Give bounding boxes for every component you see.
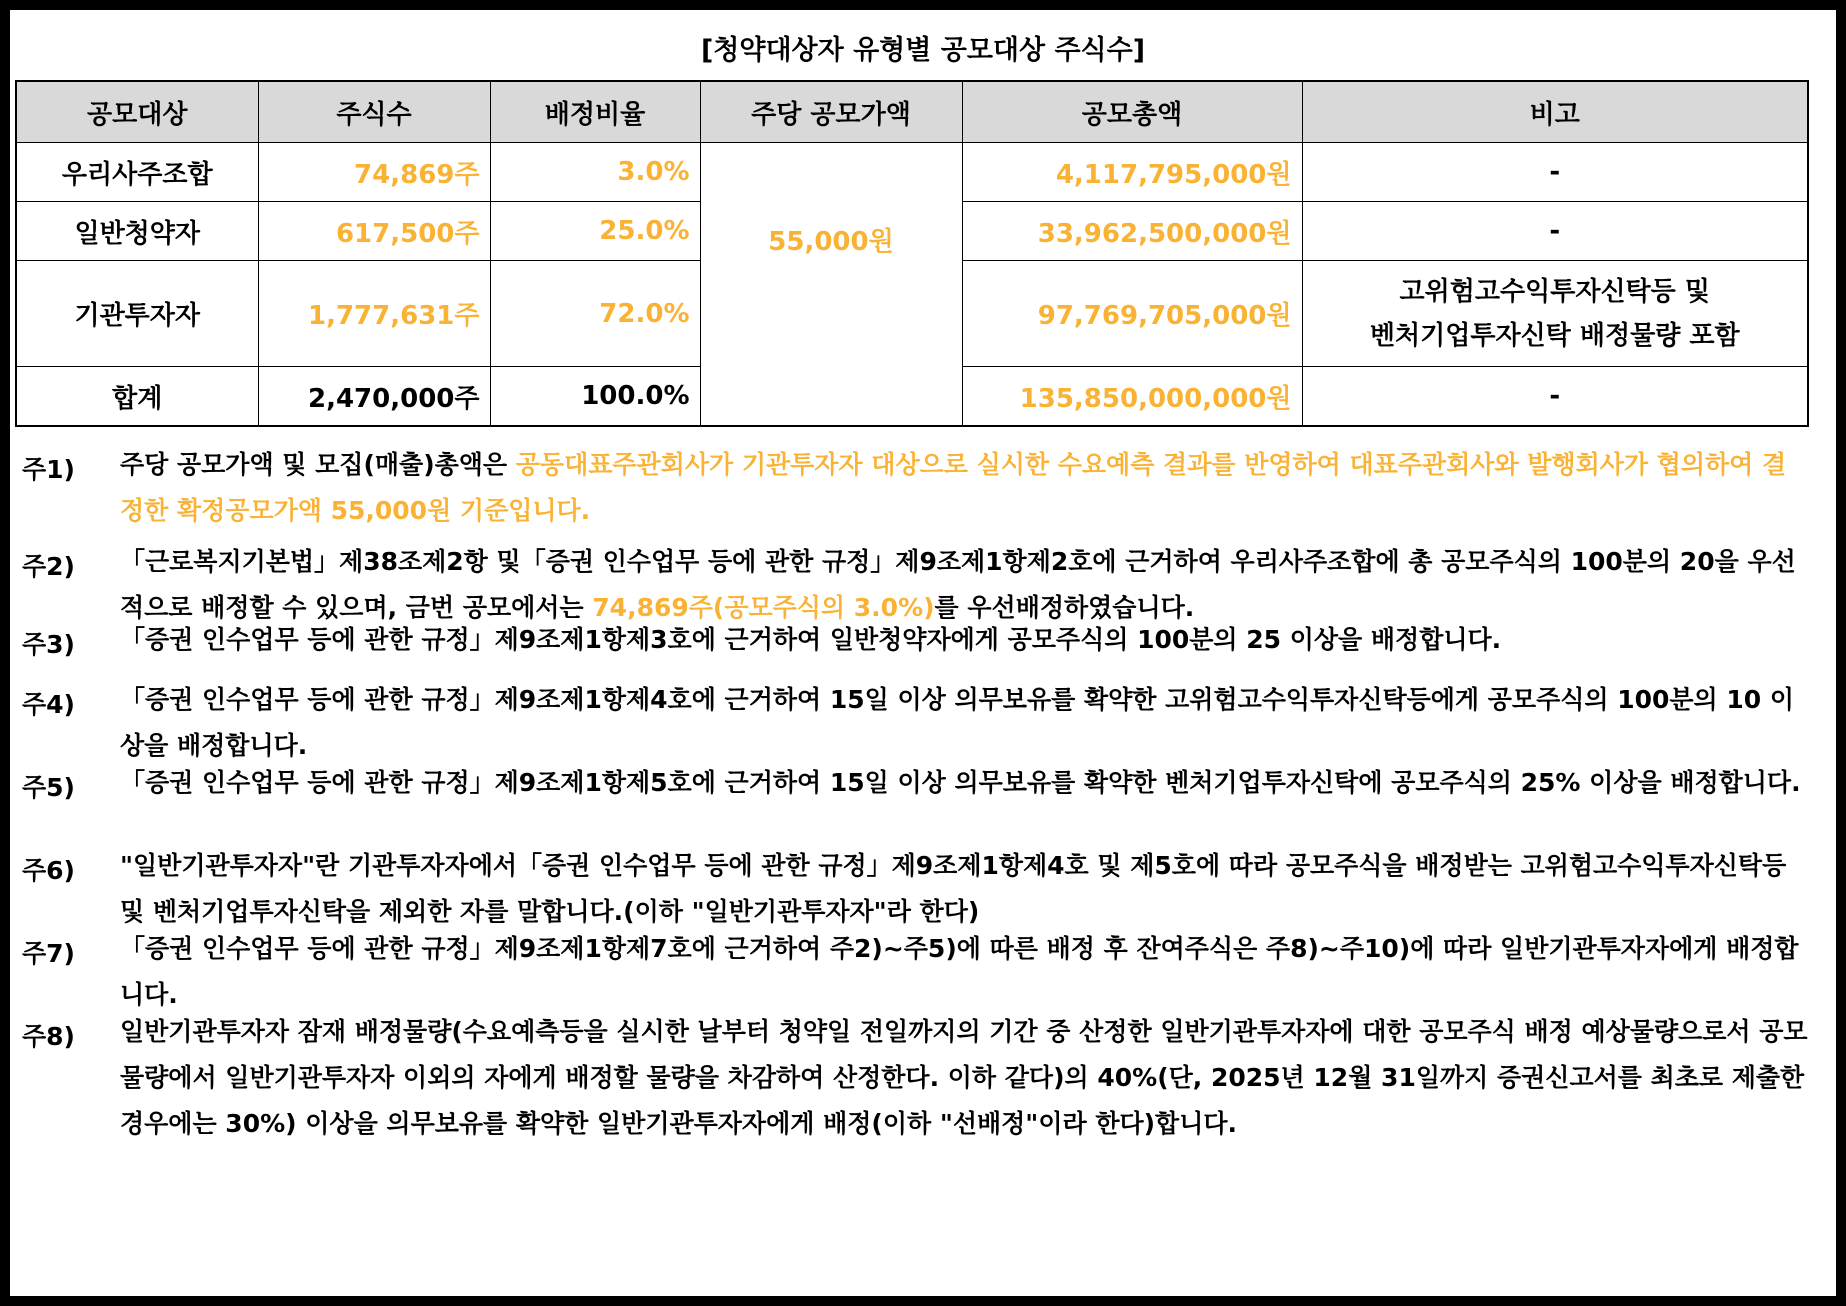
cell-remarks: - xyxy=(1302,143,1808,202)
footnote-label: 주3) xyxy=(22,630,75,659)
footnote-highlight: 74,869주(공모주식의 3.0%) xyxy=(592,593,935,622)
cell-ratio: 100.0% xyxy=(490,367,700,427)
header-ratio: 배정비율 xyxy=(490,81,700,143)
cell-shares: 74,869주 xyxy=(258,143,490,202)
footnote-segment: 주당 공모가액 및 모집(매출)총액은 xyxy=(120,450,516,479)
footnote-text xyxy=(120,843,1810,935)
footnote-text xyxy=(120,760,1810,806)
cell-total: 4,117,795,000원 xyxy=(962,143,1302,202)
document-page xyxy=(10,10,1836,1296)
footnote-segment: 를 우선배정하였습니다. xyxy=(934,593,1195,622)
footnote-label: 주8) xyxy=(22,1022,75,1051)
cell-target: 기관투자자 xyxy=(16,261,258,367)
cell-remarks xyxy=(1302,261,1808,367)
footnote-text xyxy=(120,617,1810,663)
cell-total: 135,850,000,000원 xyxy=(962,367,1302,427)
cell-target: 우리사주조합 xyxy=(16,143,258,202)
footnote-label: 주6) xyxy=(22,856,75,885)
footnote-text xyxy=(120,677,1810,769)
remarks-line-2: 벤처기업투자신탁 배정물량 포함 xyxy=(1369,320,1740,351)
footnote-segment: "일반기관투자자"란 기관투자자에서「증권 인수업무 등에 관한 규정」제9조제1항제4호 및 제5호에 따라 공모주식을 배정받는 고위험고수익투자신탁등 및 벤처기업투자신탁을 제외한 자를 말합니다.(이하 "일반기관투자자"라 한다) xyxy=(120,851,1787,926)
cell-target: 합계 xyxy=(16,367,258,427)
cell-target: 일반청약자 xyxy=(16,202,258,261)
footnote-text xyxy=(120,926,1810,1018)
footnote-segment: 「증권 인수업무 등에 관한 규정」제9조제1항제7호에 근거하여 주2)~주5)에 따른 배정 후 잔여주식은 주8)~주10)에 따라 일반기관투자자에게 배정합니다. xyxy=(120,934,1799,1009)
cell-total: 97,769,705,000원 xyxy=(962,261,1302,367)
footnote-label: 주4) xyxy=(22,690,75,719)
footnote-label: 주1) xyxy=(22,455,75,484)
cell-shares: 2,470,000주 xyxy=(258,367,490,427)
cell-ratio: 25.0% xyxy=(490,202,700,261)
table-header-row xyxy=(16,81,1808,143)
allocation-table xyxy=(15,80,1809,427)
footnote-segment: 「증권 인수업무 등에 관한 규정」제9조제1항제4호에 근거하여 15일 이상 의무보유를 확약한 고위험고수익투자신탁등에게 공모주식의 100분의 10 이상을 배정합니다. xyxy=(120,685,1795,760)
footnote-segment: 「증권 인수업무 등에 관한 규정」제9조제1항제3호에 근거하여 일반청약자에게 공모주식의 100분의 25 이상을 배정합니다. xyxy=(120,625,1502,654)
footnote-label: 주5) xyxy=(22,773,75,802)
cell-remarks: - xyxy=(1302,202,1808,261)
header-total: 공모총액 xyxy=(962,81,1302,143)
footnote-segment: 「근로복지기본법」제38조제2항 및「증권 인수업무 등에 관한 규정」제9조제1항제2호에 근거하여 우리사주조합에 총 공모주식의 100분의 20을 우선적으로 배정할 수 있으며, 금번 공모에서는 xyxy=(120,547,1796,622)
header-shares: 주식수 xyxy=(258,81,490,143)
table-row xyxy=(16,143,1808,202)
footnote-segment: 일반기관투자자 잠재 배정물량(수요예측등을 실시한 날부터 청약일 전일까지의 기간 중 산정한 일반기관투자자에 대한 공모주식 배정 예상물량으로서 공모물량에서 일반기관투자자 이외의 자에게 배정할 물량을 차감하여 산정한다. 이하 같다)의 40%(단, 2025년 12월 31일까지 증권신고서를 최초로 제출한 경우에는 30%) 이상을 의무보유를 확약한 일반기관투자자에게 배정(이하 "선배정"이라 한다)합니다. xyxy=(120,1017,1808,1138)
cell-ratio: 72.0% xyxy=(490,261,700,367)
footnote-label: 주2) xyxy=(22,552,75,581)
footnote-highlight: 공동대표주관회사가 기관투자자 대상으로 실시한 수요예측 결과를 반영하여 대표주관회사와 발행회사가 협의하여 결정한 확정공모가액 55,000원 기준입니다. xyxy=(120,450,1787,525)
remarks-line-1: 고위험고수익투자신탁등 및 xyxy=(1399,276,1710,307)
footnote-segment: 「증권 인수업무 등에 관한 규정」제9조제1항제5호에 근거하여 15일 이상 의무보유를 확약한 벤처기업투자신탁에 공모주식의 25% 이상을 배정합니다. xyxy=(120,768,1801,797)
cell-remarks: - xyxy=(1302,367,1808,427)
cell-shares: 617,500주 xyxy=(258,202,490,261)
header-remarks: 비고 xyxy=(1302,81,1808,143)
header-target: 공모대상 xyxy=(16,81,258,143)
footnote-text xyxy=(120,1009,1810,1147)
table-title: [청약대상자 유형별 공모대상 주식수] xyxy=(700,35,1146,66)
footnote-label: 주7) xyxy=(22,939,75,968)
cell-shares: 1,777,631주 xyxy=(258,261,490,367)
header-price: 주당 공모가액 xyxy=(700,81,962,143)
cell-price: 55,000원 xyxy=(700,143,962,427)
footnote-text xyxy=(120,442,1810,534)
cell-total: 33,962,500,000원 xyxy=(962,202,1302,261)
cell-ratio: 3.0% xyxy=(490,143,700,202)
